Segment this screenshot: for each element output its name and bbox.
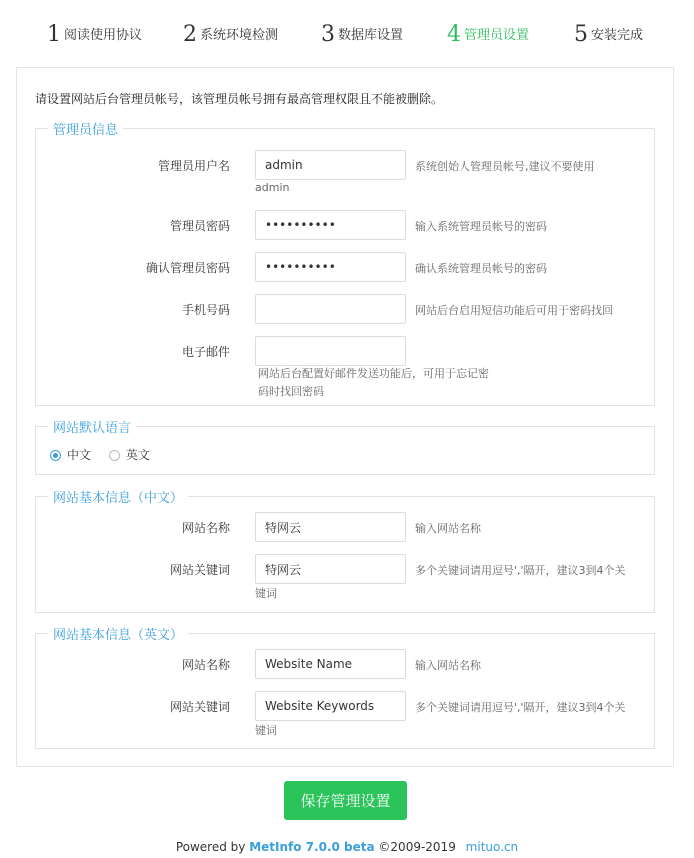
site-name-cn-input[interactable] xyxy=(255,512,406,542)
site-info-cn-group xyxy=(35,487,655,613)
field-label: 网站名称 xyxy=(181,658,230,672)
email-input[interactable] xyxy=(255,336,406,366)
step-5 xyxy=(574,22,643,47)
footer-brand: MetInfo 7.0.0 beta xyxy=(249,840,375,854)
field-hint: 输入网站名称 xyxy=(415,659,481,672)
group-legend: 网站默认语言 xyxy=(53,421,132,436)
field-label: 手机号码 xyxy=(181,303,230,317)
step-number: 5 xyxy=(574,22,588,47)
step-4-active xyxy=(447,22,529,47)
field-label: 确认管理员密码 xyxy=(145,261,230,275)
site-keywords-cn-input[interactable] xyxy=(255,554,406,584)
field-hint-cont: 键词 xyxy=(255,587,277,600)
language-options xyxy=(50,446,164,463)
site-name-en-input[interactable] xyxy=(255,649,406,679)
field-hint: 网站后台配置好邮件发送功能后，可用于忘记密码时找回密码 xyxy=(258,367,489,398)
field-label: 管理员用户名 xyxy=(157,159,230,173)
step-2 xyxy=(183,22,278,47)
admin-password-input[interactable] xyxy=(255,210,406,240)
field-label: 网站关键词 xyxy=(169,563,230,577)
intro-text: 请设置网站后台管理员帐号，该管理员帐号拥有最高管理权限且不能被删除。 xyxy=(35,92,444,106)
save-settings-button[interactable]: 保存管理设置 xyxy=(284,781,407,820)
field-hint: 网站后台启用短信功能后可用于密码找回 xyxy=(415,304,613,317)
step-3 xyxy=(321,22,403,47)
footer xyxy=(0,840,694,854)
radio-label: 英文 xyxy=(125,448,150,462)
step-number: 1 xyxy=(47,22,61,47)
language-radio-chinese[interactable] xyxy=(50,446,91,463)
radio-checked-icon xyxy=(50,450,61,461)
admin-username-input[interactable] xyxy=(255,150,406,180)
language-group xyxy=(35,417,655,475)
radio-label: 中文 xyxy=(67,448,92,462)
phone-input[interactable] xyxy=(255,294,406,324)
footer-link[interactable]: mituo.cn xyxy=(465,840,519,854)
field-hint: 系统创始人管理员帐号,建议不要使用 xyxy=(415,160,595,173)
admin-info-group xyxy=(35,119,655,406)
step-label: 阅读使用协议 xyxy=(64,28,143,43)
admin-password-confirm-input[interactable] xyxy=(255,252,406,282)
field-hint: 确认系统管理员帐号的密码 xyxy=(415,262,547,275)
group-legend: 管理员信息 xyxy=(53,123,119,138)
field-hint: 多个关键词请用逗号','隔开，建议3到4个关 xyxy=(415,564,626,577)
step-label: 安装完成 xyxy=(591,28,644,43)
footer-copyright: ©2009-2019 xyxy=(378,840,456,854)
field-hint: 输入系统管理员帐号的密码 xyxy=(415,220,547,233)
field-label: 电子邮件 xyxy=(181,345,230,359)
radio-unchecked-icon xyxy=(109,450,120,461)
step-label: 系统环境检测 xyxy=(200,28,279,43)
group-legend: 网站基本信息（英文） xyxy=(53,628,184,643)
field-label: 网站名称 xyxy=(181,521,230,535)
field-hint: 输入网站名称 xyxy=(415,522,481,535)
step-number: 2 xyxy=(183,22,197,47)
group-legend: 网站基本信息（中文） xyxy=(53,491,184,506)
step-1 xyxy=(47,22,142,47)
step-number: 3 xyxy=(321,22,335,47)
step-number: 4 xyxy=(447,22,461,47)
field-label: 网站关键词 xyxy=(169,700,230,714)
step-label: 管理员设置 xyxy=(464,28,530,43)
language-radio-english[interactable] xyxy=(109,446,150,463)
site-info-en-group xyxy=(35,624,655,749)
site-keywords-en-input[interactable] xyxy=(255,691,406,721)
step-label: 数据库设置 xyxy=(338,28,404,43)
field-hint: 多个关键词请用逗号','隔开，建议3到4个关 xyxy=(415,701,626,714)
install-steps xyxy=(0,22,694,52)
field-hint-cont: 键词 xyxy=(255,724,277,737)
field-hint-cont: admin xyxy=(255,181,290,194)
field-label: 管理员密码 xyxy=(169,219,230,233)
footer-powered: Powered by xyxy=(175,840,246,854)
settings-panel xyxy=(16,67,674,767)
